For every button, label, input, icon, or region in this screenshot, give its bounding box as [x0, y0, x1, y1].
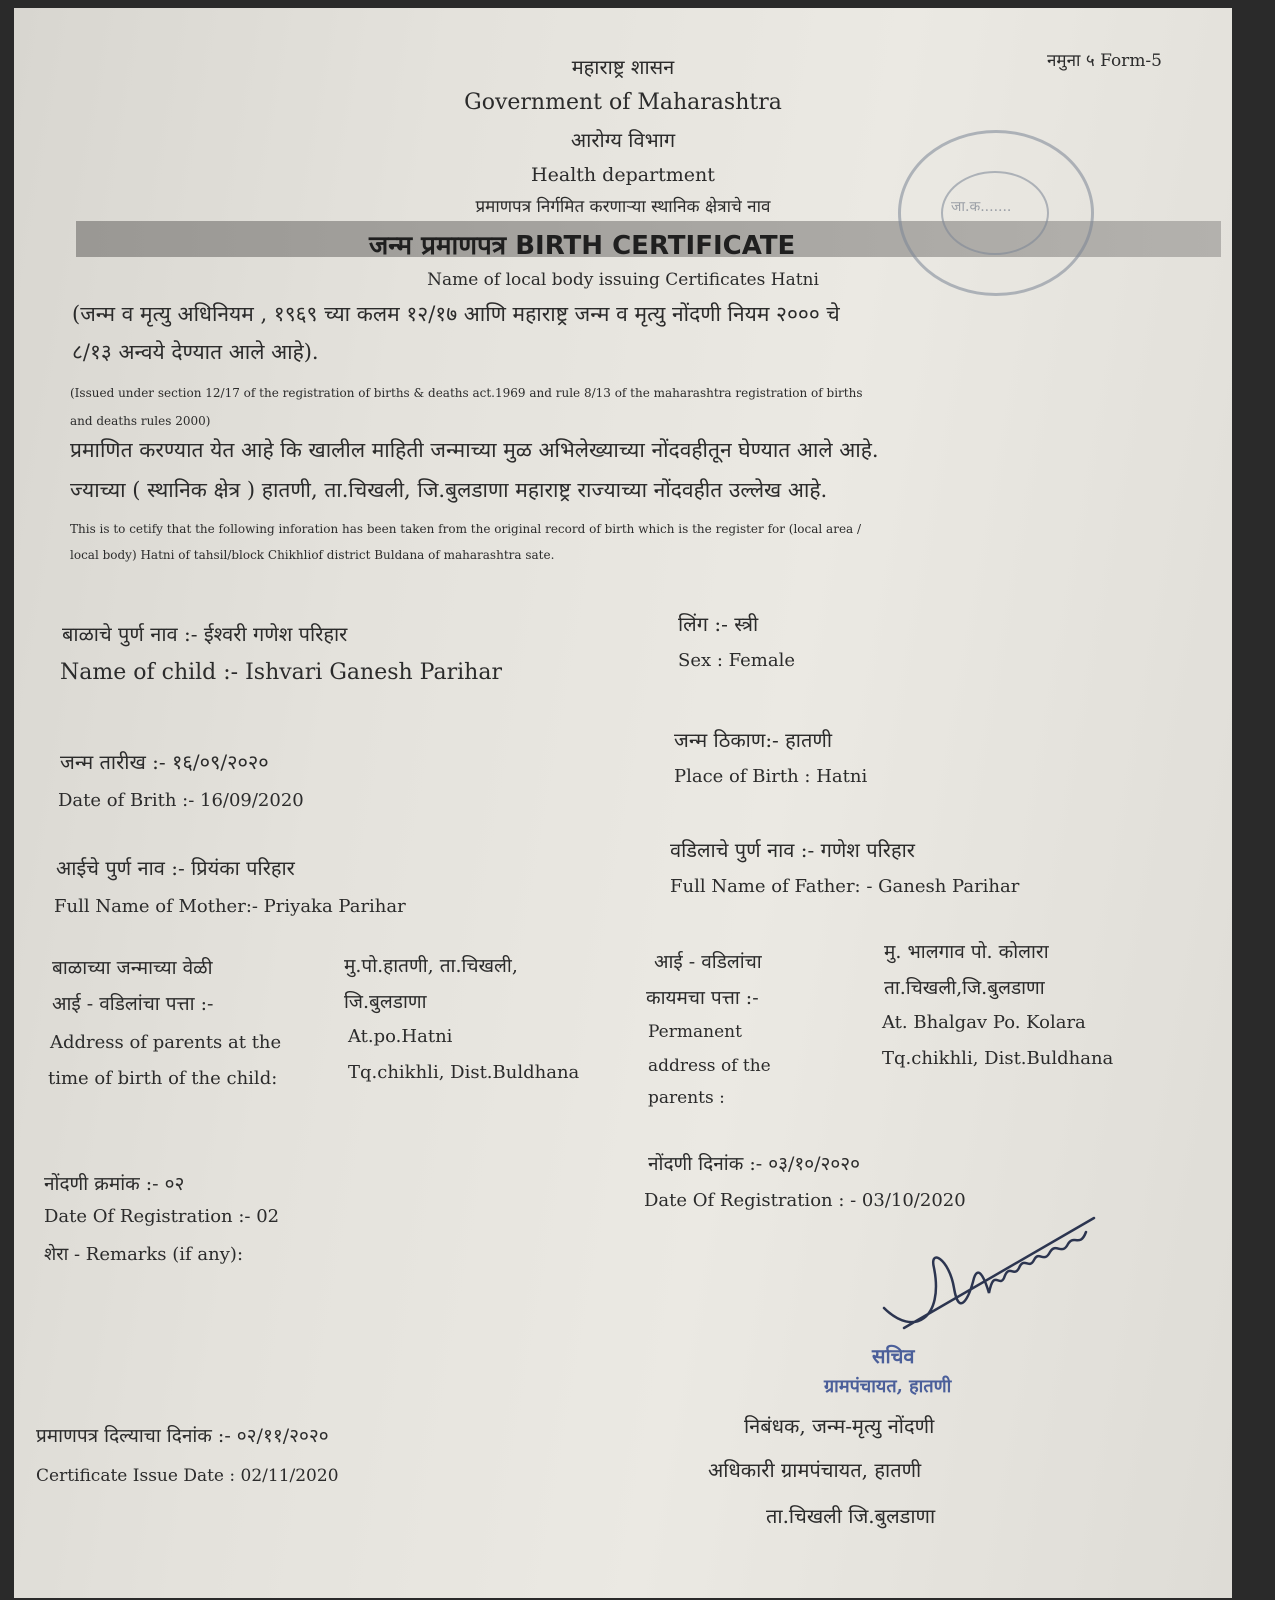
- certificate-paper: [14, 8, 1232, 1598]
- certify-en-1: This is to cetify that the following inforation has been taken from the original record of birth which is the register for (local area /: [70, 522, 862, 536]
- preamble-mr-2: ८/१३ अन्वये देण्यात आले आहे).: [72, 340, 319, 364]
- perm-address-mr-2: ता.चिखली,जि.बुलडाणा: [884, 977, 1045, 999]
- perm-address-en-2: Tq.chikhli, Dist.Buldhana: [882, 1048, 1114, 1069]
- perm-address-label-en-2: address of the: [648, 1056, 771, 1076]
- birth-address-label-en-2: time of birth of the child:: [48, 1068, 278, 1089]
- dept-title-en: Health department: [531, 164, 715, 186]
- gov-title-en: Government of Maharashtra: [464, 90, 782, 115]
- gov-title-mr: महाराष्ट्र शासन: [571, 55, 675, 79]
- child-name-en: Name of child :- Ishvari Ganesh Parihar: [60, 660, 502, 685]
- perm-address-label-mr-1: आई - वडिलांचा: [654, 951, 762, 973]
- preamble-en-2: and deaths rules 2000): [70, 414, 211, 428]
- preamble-mr-1: (जन्म व मृत्यु अधिनियम , १९६९ च्या कलम १२/१७ आणि महाराष्ट्र जन्म व मृत्यु नोंदणी नियम २००० चे: [72, 302, 840, 326]
- perm-address-mr-1: मु. भालगाव पो. कोलारा: [884, 941, 1049, 963]
- sex-en: Sex : Female: [678, 650, 796, 671]
- page-title: जन्म प्रमाणपत्र BIRTH CERTIFICATE: [369, 231, 796, 261]
- registration-number-mr: नोंदणी क्रमांक :- ०२: [44, 1173, 185, 1195]
- perm-address-label-en-1: Permanent: [648, 1022, 742, 1042]
- birth-address-mr-2: जि.बुलडाणा: [344, 991, 427, 1013]
- perm-address-label-mr-2: कायमचा पत्ता :-: [646, 987, 759, 1009]
- registrar-line-1: निबंधक, जन्म-मृत्यु नोंदणी: [744, 1414, 935, 1438]
- secretary-stamp-2: ग्रामपंचायत, हातणी: [824, 1376, 952, 1397]
- registrar-line-2: अधिकारी ग्रामपंचायत, हातणी: [708, 1458, 922, 1482]
- mother-name-mr: आईचे पुर्ण नाव :- प्रियंका परिहार: [56, 856, 295, 880]
- issue-date-en: Certificate Issue Date : 02/11/2020: [36, 1466, 339, 1486]
- dob-mr: जन्म तारीख :- १६/०९/२०२०: [60, 750, 269, 774]
- birth-address-en-1: At.po.Hatni: [348, 1026, 453, 1047]
- issuing-body-en: Name of local body issuing Certificates Hatni: [427, 270, 819, 290]
- mother-name-en: Full Name of Mother:- Priyaka Parihar: [54, 896, 406, 917]
- pob-mr: जन्म ठिकाण:- हातणी: [674, 728, 833, 752]
- pob-en: Place of Birth : Hatni: [674, 766, 868, 787]
- birth-address-mr-1: मु.पो.हातणी, ता.चिखली,: [344, 955, 518, 977]
- certify-mr-1: प्रमाणित करण्यात येत आहे कि खालील माहिती जन्माच्या मुळ अभिलेख्याच्या नोंदवहीतून घेण्यात आले आहे.: [70, 438, 879, 462]
- remarks-label: शेरा - Remarks (if any):: [44, 1244, 244, 1265]
- birth-address-label-en-1: Address of parents at the: [50, 1032, 282, 1053]
- sex-mr: लिंग :- स्त्री: [678, 612, 759, 636]
- birth-address-en-2: Tq.chikhli, Dist.Buldhana: [348, 1062, 580, 1083]
- father-name-en: Full Name of Father: - Ganesh Parihar: [670, 876, 1020, 897]
- form-number: नमुना ५ Form-5: [1047, 51, 1162, 71]
- issue-date-mr: प्रमाणपत्र दिल्याचा दिनांक :- ०२/११/२०२०: [36, 1425, 329, 1447]
- certify-en-2: local body) Hatni of tahsil/block Chikhliof district Buldana of maharashtra sate.: [70, 548, 555, 562]
- birth-address-label-mr-2: आई - वडिलांचा पत्ता :-: [52, 993, 214, 1015]
- birth-address-label-mr-1: बाळाच्या जन्माच्या वेळी: [52, 957, 213, 979]
- dob-en: Date of Brith :- 16/09/2020: [58, 790, 304, 811]
- registrar-line-3: ता.चिखली जि.बुलडाणा: [766, 1504, 936, 1528]
- registrar-signature: [874, 1208, 1104, 1358]
- secretary-stamp-1: सचिव: [872, 1344, 915, 1368]
- seal-text: जा.क.......: [951, 199, 1012, 215]
- father-name-mr: वडिलाचे पुर्ण नाव :- गणेश परिहार: [670, 838, 915, 862]
- registration-number-en: Date Of Registration :- 02: [44, 1206, 280, 1227]
- certify-mr-2: ज्याच्या ( स्थानिक क्षेत्र ) हातणी, ता.चिखली, जि.बुलडाणा महाराष्ट्र राज्याच्या नोंदवहीत उल्लेख आहे.: [70, 478, 828, 502]
- perm-address-en-1: At. Bhalgav Po. Kolara: [882, 1012, 1086, 1033]
- registration-date-mr: नोंदणी दिनांक :- ०३/१०/२०२०: [648, 1153, 861, 1175]
- issuing-body-label-mr: प्रमाणपत्र निर्गमित करणाऱ्या स्थानिक क्षेत्राचे नाव: [475, 197, 771, 217]
- perm-address-label-en-3: parents :: [648, 1088, 725, 1108]
- child-name-mr: बाळाचे पुर्ण नाव :- ईश्वरी गणेश परिहार: [62, 622, 348, 646]
- dept-title-mr: आरोग्य विभाग: [570, 128, 676, 152]
- registration-date-en: Date Of Registration : - 03/10/2020: [644, 1190, 966, 1211]
- preamble-en-1: (Issued under section 12/17 of the registration of births & deaths act.1969 and rule 8/13 of the maharashtra registration of births: [70, 386, 863, 400]
